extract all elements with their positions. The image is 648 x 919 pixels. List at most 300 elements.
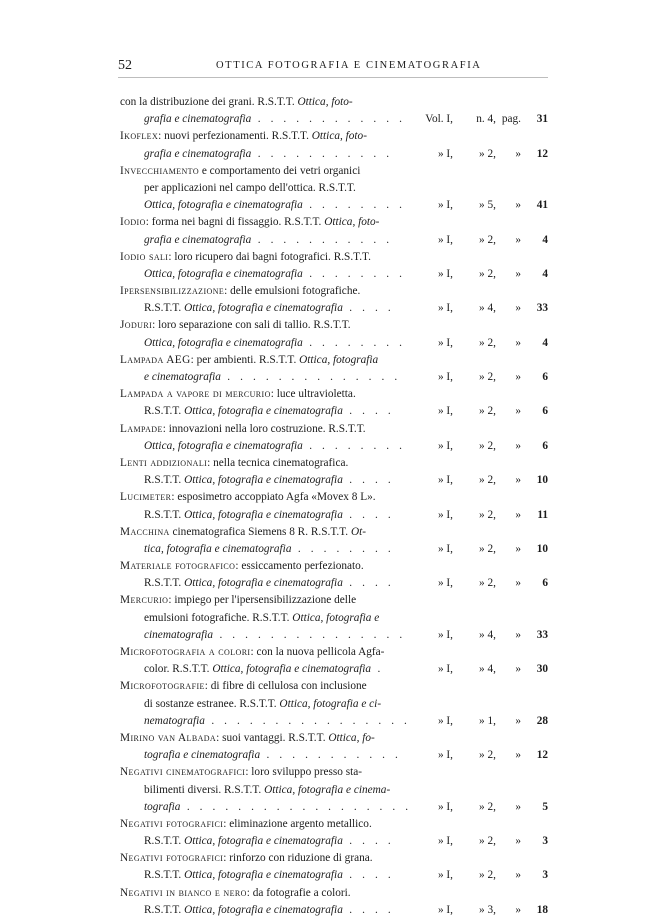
entry-text bbox=[120, 560, 364, 572]
entry-text bbox=[120, 594, 356, 606]
page-number: 52 bbox=[118, 58, 132, 73]
entry-line bbox=[120, 558, 548, 575]
page-ref: 33 bbox=[536, 628, 548, 641]
issue-number: » 1, bbox=[479, 714, 496, 727]
page-label: » bbox=[515, 371, 521, 383]
page-label: » bbox=[515, 439, 521, 452]
entry-description: : essiccamento perfezionato. bbox=[235, 560, 364, 573]
page-label: » bbox=[515, 336, 521, 349]
page-label: » bbox=[515, 749, 521, 762]
volume-ref: » I, bbox=[437, 371, 453, 383]
page-label: » bbox=[515, 474, 521, 487]
volume-ref: » I, bbox=[437, 508, 453, 521]
page-ref: 30 bbox=[536, 663, 548, 676]
entry-heading: Lampada a vapore di mercurio bbox=[120, 388, 271, 401]
leader-dots: . . . . . . . . bbox=[302, 267, 406, 280]
index-entry bbox=[120, 592, 548, 644]
entry-description: : nuovi perfezionamenti. R.S.T.T. bbox=[158, 130, 312, 143]
index-entry bbox=[120, 764, 548, 816]
page-label: » bbox=[515, 405, 521, 418]
journal-title: Ottica, fotografia e bbox=[292, 611, 380, 624]
entry-line bbox=[120, 644, 548, 661]
leader-dots: . . . . bbox=[342, 474, 395, 487]
entry-text bbox=[120, 285, 360, 297]
journal-title: Ottica, fotografia e cinematografia bbox=[184, 869, 343, 882]
issue-number: » 2, bbox=[479, 800, 496, 813]
issue-number: » 2, bbox=[479, 577, 496, 590]
issue-number: » 2, bbox=[479, 233, 496, 246]
page-header bbox=[118, 58, 548, 78]
volume-ref: Vol. I, bbox=[425, 113, 453, 126]
entry-description: : loro sviluppo presso sta- bbox=[245, 766, 363, 779]
issue-number: » 3, bbox=[479, 903, 496, 916]
index-entry bbox=[120, 678, 548, 730]
entry-line bbox=[120, 627, 548, 644]
entry-heading: Microfotografia a colori bbox=[120, 646, 251, 658]
entry-text bbox=[120, 216, 379, 228]
leader-dots: . . . . bbox=[342, 903, 395, 916]
volume-ref: » I, bbox=[437, 302, 453, 315]
journal-title: grafia e cinematografia bbox=[144, 233, 252, 246]
entry-text bbox=[144, 801, 412, 813]
journal-title: cinematografia bbox=[144, 628, 214, 641]
leader-dots: . . . . . . . . . . . bbox=[251, 147, 393, 160]
entry-line bbox=[120, 249, 548, 266]
volume-ref: » I, bbox=[437, 714, 453, 727]
issue-number: » 2, bbox=[479, 371, 496, 383]
entry-line bbox=[120, 610, 548, 627]
entry-text bbox=[120, 423, 366, 435]
volume-ref: » I, bbox=[437, 267, 453, 280]
journal-title: Ot- bbox=[350, 525, 366, 538]
page-ref: 6 bbox=[542, 371, 548, 383]
page-label: » bbox=[515, 302, 521, 315]
volume-ref: » I, bbox=[437, 474, 453, 487]
issue-number: » 2, bbox=[479, 147, 496, 160]
index-entries bbox=[120, 94, 548, 919]
entry-text bbox=[120, 818, 372, 830]
page-label: » bbox=[515, 903, 521, 916]
volume-ref: » I, bbox=[437, 749, 453, 762]
entry-text bbox=[120, 646, 384, 658]
entry-description: R.S.T.T. bbox=[144, 405, 185, 418]
entry-line bbox=[120, 335, 548, 352]
volume-ref: » I, bbox=[437, 835, 453, 848]
index-entry bbox=[120, 558, 548, 592]
page-label: » bbox=[515, 869, 521, 882]
entry-text bbox=[120, 251, 371, 263]
entry-line bbox=[120, 386, 548, 403]
entry-text bbox=[120, 732, 375, 744]
index-entry bbox=[120, 489, 548, 523]
entry-description: : con la nuova pellicola Agfa- bbox=[250, 646, 385, 658]
entry-heading: Negativi fotografici bbox=[120, 817, 224, 830]
journal-title: Ottica, fotografia e cinematografia bbox=[184, 302, 343, 315]
entry-line bbox=[120, 232, 548, 249]
entry-description: bilimenti diversi. R.S.T.T. bbox=[144, 783, 265, 796]
entry-line bbox=[120, 575, 548, 592]
leader-dots: . . . . . . . . bbox=[302, 336, 406, 349]
journal-title: Ottica, foto- bbox=[324, 216, 380, 229]
entry-text bbox=[120, 491, 376, 503]
entry-description: : forma nei bagni di fissaggio. R.S.T.T. bbox=[145, 216, 325, 229]
journal-title: Ottica, fotografia e cinematografia bbox=[144, 439, 303, 452]
entry-text bbox=[120, 887, 351, 899]
leader-dots: . . . . . . . . . . . . . . bbox=[220, 371, 401, 383]
entry-heading: Iodio bbox=[120, 216, 146, 229]
volume-ref: » I, bbox=[437, 542, 453, 555]
entry-line bbox=[120, 455, 548, 472]
leader-dots: . . . . . . . . . . . . . . . bbox=[213, 628, 406, 641]
journal-title: Ottica, fotografia e cinematografia bbox=[212, 663, 372, 676]
entry-description: : delle emulsioni fotografiche. bbox=[224, 285, 361, 298]
entry-heading: Microfotografie bbox=[120, 680, 205, 693]
entry-description: R.S.T.T. bbox=[144, 474, 185, 487]
issue-number: » 2, bbox=[479, 835, 496, 848]
entry-line bbox=[120, 816, 548, 833]
entry-description: : esposimetro accoppiato Agfa «Movex 8 L». bbox=[171, 491, 376, 504]
page-ref: 31 bbox=[536, 113, 548, 126]
entry-line bbox=[120, 747, 548, 764]
entry-heading: Lampada AEG bbox=[120, 353, 191, 366]
entry-description: color. R.S.T.T. bbox=[144, 663, 213, 676]
journal-title: grafia e cinematografia bbox=[144, 147, 252, 160]
entry-line bbox=[120, 799, 548, 816]
journal-title: grafia e cinematografia bbox=[144, 113, 252, 126]
entry-heading: Negativi fotografici bbox=[120, 852, 224, 865]
leader-dots: . . . . . . . . . . . . . . . . bbox=[204, 714, 411, 727]
entry-heading: Negativi cinematografici bbox=[120, 766, 246, 779]
entry-line bbox=[120, 111, 548, 128]
entry-description: : da fotografie a colori. bbox=[246, 886, 351, 899]
entry-description: e comportamento dei vetri organici bbox=[199, 164, 361, 177]
leader-dots: . . . . . . . . . . . . . . . . . . bbox=[180, 800, 412, 813]
entry-text bbox=[120, 457, 348, 469]
entry-line bbox=[120, 266, 548, 283]
index-entry bbox=[120, 455, 548, 489]
issue-number: » 2, bbox=[479, 749, 496, 762]
entry-line bbox=[120, 678, 548, 695]
journal-title: Ottica, fo- bbox=[328, 731, 375, 744]
journal-title: tografia e cinematografia bbox=[144, 749, 261, 762]
page-ref: 12 bbox=[536, 749, 548, 762]
journal-title: Ottica, fotografia e cinematografia bbox=[144, 336, 303, 349]
entry-description: : nella tecnica cinematografica. bbox=[207, 456, 349, 469]
entry-line bbox=[120, 867, 548, 884]
page-ref: 41 bbox=[536, 199, 548, 212]
journal-title: Ottica, fotografia e cinematografia bbox=[184, 508, 343, 521]
page-label: » bbox=[515, 663, 521, 676]
entry-text bbox=[144, 113, 406, 125]
index-entry bbox=[120, 214, 548, 248]
issue-number: » 2, bbox=[479, 869, 496, 882]
entry-line bbox=[120, 541, 548, 558]
entry-description: con la distribuzione dei grani. R.S.T.T. bbox=[120, 96, 298, 108]
leader-dots: . . . . bbox=[342, 508, 395, 521]
entry-line bbox=[120, 369, 548, 386]
entry-text bbox=[144, 405, 394, 417]
leader-dots: . . . . . . . . bbox=[302, 439, 406, 452]
entry-text bbox=[120, 680, 367, 692]
entry-heading: Mirino van Albada bbox=[120, 731, 217, 744]
volume-ref: » I, bbox=[437, 663, 453, 676]
entry-line bbox=[120, 489, 548, 506]
leader-dots: . . . . bbox=[342, 302, 395, 315]
entry-heading: Invecchiamento bbox=[120, 164, 199, 177]
entry-description: di sostanze estranee. R.S.T.T. bbox=[144, 697, 280, 710]
journal-title: Ottica, foto- bbox=[311, 130, 367, 143]
entry-text bbox=[120, 354, 378, 366]
page-ref: 3 bbox=[542, 835, 548, 848]
entry-text bbox=[144, 749, 401, 761]
volume-ref: » I, bbox=[437, 199, 453, 212]
entry-description: : innovazioni nella loro costruzione. R.S.T.T. bbox=[162, 422, 366, 435]
entry-line bbox=[120, 403, 548, 420]
volume-ref: » I, bbox=[437, 405, 453, 418]
journal-title: Ottica, fotografia bbox=[299, 353, 379, 366]
leader-dots: . . . . bbox=[342, 577, 395, 590]
index-entry bbox=[120, 816, 548, 850]
page-label: » bbox=[515, 267, 521, 280]
entry-description: cinematografica Siemens 8 R. R.S.T.T. bbox=[169, 525, 351, 538]
entry-description: : eliminazione argento metallico. bbox=[223, 817, 372, 830]
journal-title: nematografia bbox=[144, 714, 205, 727]
entry-line bbox=[120, 764, 548, 781]
index-entry bbox=[120, 128, 548, 162]
entry-text bbox=[144, 509, 394, 521]
entry-text bbox=[144, 835, 394, 847]
volume-ref: » I, bbox=[437, 147, 453, 160]
entry-description: R.S.T.T. bbox=[144, 903, 185, 916]
entry-text bbox=[144, 337, 406, 349]
page-label: » bbox=[515, 147, 521, 160]
page-label: » bbox=[515, 628, 521, 641]
journal-title: Ottica, fotografia e ci- bbox=[279, 697, 382, 710]
entry-text bbox=[144, 904, 394, 916]
entry-line bbox=[120, 197, 548, 214]
entry-description: : loro separazione con sali di tallio. R.S.T.T. bbox=[152, 319, 351, 332]
entry-line bbox=[120, 833, 548, 850]
entry-line bbox=[120, 524, 548, 541]
index-entry bbox=[120, 317, 548, 351]
volume-ref: » I, bbox=[437, 628, 453, 641]
journal-title: e cinematografia bbox=[144, 371, 221, 383]
entry-text bbox=[144, 148, 393, 160]
leader-dots: . . . . . . . . . . . bbox=[260, 749, 402, 762]
entry-text bbox=[144, 440, 406, 452]
issue-number: » 5, bbox=[479, 199, 496, 212]
journal-title: Ottica, fotografia e cinematografia bbox=[144, 199, 303, 212]
page-ref: 28 bbox=[536, 714, 548, 727]
issue-number: n. 4, bbox=[476, 113, 496, 126]
entry-text bbox=[120, 766, 362, 778]
index-entry bbox=[120, 386, 548, 420]
header-rule bbox=[118, 77, 548, 78]
entry-description: : per ambienti. R.S.T.T. bbox=[190, 353, 300, 366]
entry-text bbox=[144, 577, 394, 589]
page-ref: 10 bbox=[536, 542, 548, 555]
entry-heading: Macchina bbox=[120, 525, 170, 538]
page-label: » bbox=[515, 714, 521, 727]
leader-dots: . . . . . . . . . . . bbox=[251, 233, 393, 246]
entry-text bbox=[144, 182, 356, 194]
entry-text bbox=[144, 698, 381, 710]
page-ref: 33 bbox=[536, 302, 548, 315]
entry-text bbox=[120, 526, 366, 538]
entry-line bbox=[120, 713, 548, 730]
entry-line bbox=[120, 94, 548, 111]
page-ref: 5 bbox=[542, 800, 548, 813]
issue-number: » 2, bbox=[479, 508, 496, 521]
entry-heading: Iodio sali bbox=[120, 250, 169, 263]
entry-text bbox=[144, 371, 401, 383]
entry-heading: Negativi in bianco e nero bbox=[120, 886, 247, 899]
entry-heading: Ipersensibilizzazione bbox=[120, 285, 225, 298]
volume-ref: » I, bbox=[437, 336, 453, 349]
running-title: OTTICA FOTOGRAFIA E CINEMATOGRAFIA bbox=[216, 60, 482, 71]
page-label: » bbox=[515, 199, 521, 212]
journal-title: Ottica, fotografia e cinematografia bbox=[184, 474, 343, 487]
index-entry bbox=[120, 94, 548, 128]
volume-ref: » I, bbox=[437, 869, 453, 882]
entry-text bbox=[144, 302, 394, 314]
entry-text bbox=[120, 165, 360, 177]
entry-text bbox=[144, 234, 393, 246]
issue-number: » 4, bbox=[479, 628, 496, 641]
entry-line bbox=[120, 472, 548, 489]
entry-line bbox=[120, 730, 548, 747]
index-entry bbox=[120, 730, 548, 764]
index-entry bbox=[120, 524, 548, 558]
entry-text bbox=[144, 629, 406, 641]
index-entry bbox=[120, 163, 548, 215]
page-ref: 6 bbox=[542, 577, 548, 590]
volume-ref: » I, bbox=[437, 800, 453, 813]
page-label: pag. bbox=[501, 113, 521, 126]
entry-text bbox=[144, 612, 379, 624]
journal-title: Ottica, fotografia e cinematografia bbox=[184, 405, 343, 418]
entry-heading: Materiale fotografico bbox=[120, 560, 236, 573]
entry-line bbox=[120, 696, 548, 713]
index-entry bbox=[120, 249, 548, 283]
entry-description: R.S.T.T. bbox=[144, 577, 185, 590]
entry-description: : rinforzo con riduzione di grana. bbox=[223, 852, 373, 865]
journal-title: Ottica, fotografia e cinematografia bbox=[184, 577, 343, 590]
entry-text bbox=[144, 784, 390, 796]
entry-description: : impiego per l'ipersensibilizzazione delle bbox=[168, 594, 357, 607]
entry-line bbox=[120, 146, 548, 163]
entry-text bbox=[120, 388, 356, 400]
entry-text bbox=[144, 663, 384, 675]
entry-description: R.S.T.T. bbox=[144, 835, 185, 848]
page-ref: 6 bbox=[542, 439, 548, 452]
entry-line bbox=[120, 163, 548, 180]
entry-description: emulsioni fotografiche. R.S.T.T. bbox=[144, 611, 293, 624]
entry-line bbox=[120, 180, 548, 197]
page-ref: 4 bbox=[542, 336, 548, 349]
index-entry bbox=[120, 885, 548, 919]
entry-line bbox=[120, 283, 548, 300]
entry-line bbox=[120, 352, 548, 369]
leader-dots: . . . . bbox=[342, 835, 395, 848]
entry-line bbox=[120, 300, 548, 317]
issue-number: » 2, bbox=[479, 336, 496, 349]
entry-line bbox=[120, 438, 548, 455]
page-label: » bbox=[515, 800, 521, 813]
entry-description: per applicazioni nel campo dell'ottica. R.S.T.T. bbox=[144, 181, 356, 194]
page-ref: 3 bbox=[542, 869, 548, 882]
entry-description: R.S.T.T. bbox=[144, 302, 185, 315]
journal-title: Ottica, fotografia e cinematografia bbox=[184, 835, 343, 848]
entry-description: : loro ricupero dai bagni fotografici. R.S.T.T. bbox=[168, 250, 371, 263]
journal-title: Ottica, fotografia e cinema- bbox=[264, 783, 391, 796]
entry-text bbox=[120, 852, 373, 864]
entry-heading: Mercurio bbox=[120, 594, 169, 607]
entry-text bbox=[144, 869, 394, 881]
leader-dots: . bbox=[371, 663, 384, 676]
issue-number: » 4, bbox=[479, 302, 496, 315]
journal-title: Ottica, fotografia e cinematografia bbox=[184, 903, 343, 916]
leader-dots: . . . . . . . . bbox=[291, 542, 395, 555]
entry-heading: Joduri bbox=[120, 319, 153, 332]
entry-text bbox=[120, 319, 351, 331]
page-label: » bbox=[515, 233, 521, 246]
entry-heading: Ikoflex bbox=[120, 130, 159, 143]
journal-title: Ottica, foto- bbox=[297, 96, 353, 108]
entry-line bbox=[120, 421, 548, 438]
index-entry bbox=[120, 421, 548, 455]
volume-ref: » I, bbox=[437, 903, 453, 916]
page-ref: 12 bbox=[536, 147, 548, 160]
leader-dots: . . . . . . . . bbox=[302, 199, 406, 212]
page-label: » bbox=[515, 508, 521, 521]
entry-line bbox=[120, 885, 548, 902]
page-label: » bbox=[515, 542, 521, 555]
entry-heading: Lenti addizionali bbox=[120, 456, 208, 469]
page-ref: 4 bbox=[542, 233, 548, 246]
entry-text bbox=[120, 96, 353, 108]
journal-title: Ottica, fotografia e cinematografia bbox=[144, 267, 303, 280]
entry-description: R.S.T.T. bbox=[144, 508, 185, 521]
entry-description: : luce ultravioletta. bbox=[270, 388, 356, 401]
entry-line bbox=[120, 661, 548, 678]
journal-title: tica, fotografia e cinematografia bbox=[144, 542, 292, 555]
issue-number: » 2, bbox=[479, 542, 496, 555]
entry-text bbox=[144, 543, 394, 555]
entry-line bbox=[120, 507, 548, 524]
page-ref: 4 bbox=[542, 267, 548, 280]
page-ref: 18 bbox=[536, 903, 548, 916]
entry-description: : suoi vantaggi. R.S.T.T. bbox=[216, 731, 329, 744]
entry-line bbox=[120, 902, 548, 919]
entry-text bbox=[144, 715, 410, 727]
volume-ref: » I, bbox=[437, 577, 453, 590]
index-entry bbox=[120, 644, 548, 678]
index-entry bbox=[120, 283, 548, 317]
issue-number: » 2, bbox=[479, 405, 496, 418]
issue-number: » 4, bbox=[479, 663, 496, 676]
page-ref: 6 bbox=[542, 405, 548, 418]
entry-text bbox=[144, 474, 394, 486]
entry-line bbox=[120, 317, 548, 334]
entry-line bbox=[120, 850, 548, 867]
page-ref: 10 bbox=[536, 474, 548, 487]
entry-line bbox=[120, 128, 548, 145]
volume-ref: » I, bbox=[437, 439, 453, 452]
journal-title: tografia bbox=[144, 800, 181, 813]
entry-line bbox=[120, 782, 548, 799]
page-label: » bbox=[515, 835, 521, 848]
